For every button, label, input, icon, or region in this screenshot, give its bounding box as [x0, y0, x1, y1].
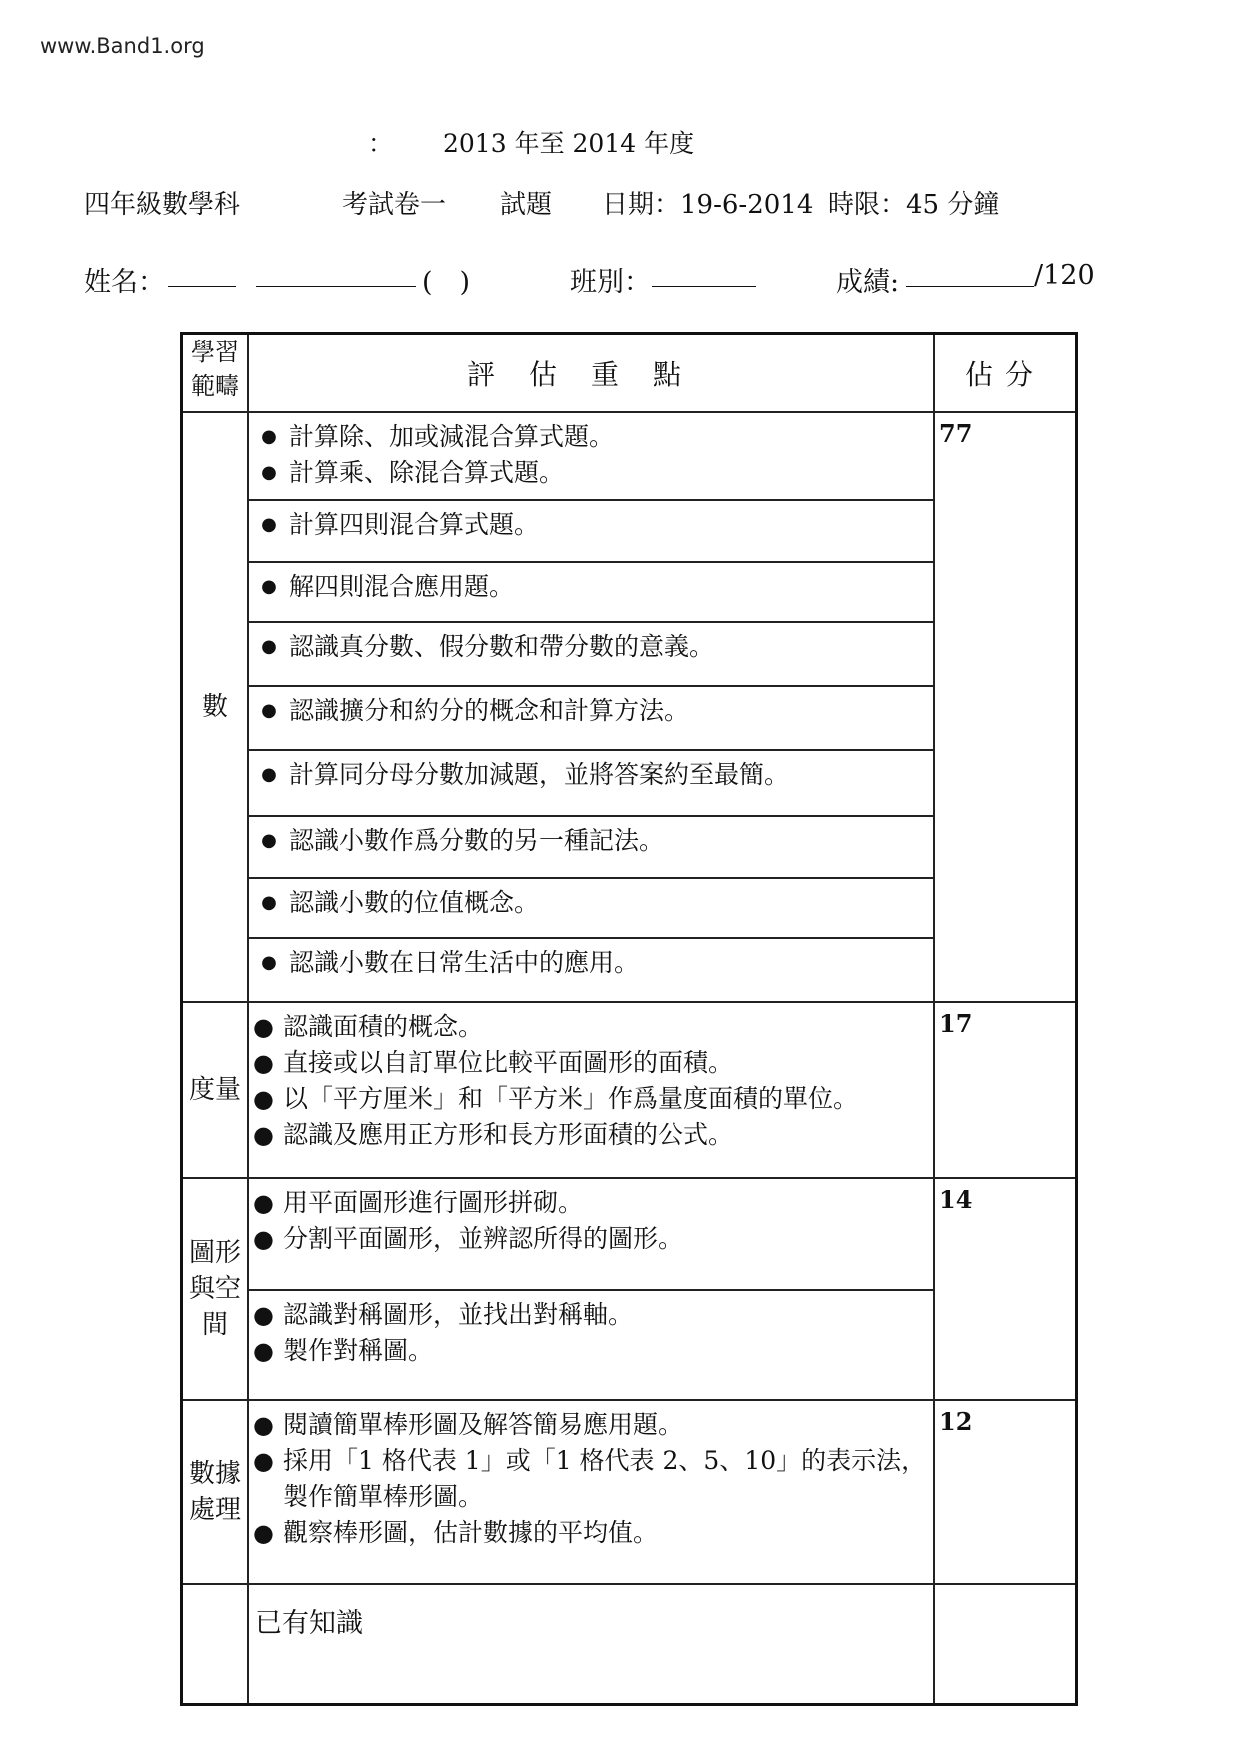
- assessment-point-text: 計算除、加或減混合算式題。: [289, 422, 615, 451]
- assessment-point: [249, 1045, 933, 1081]
- exam-date: 日期：19-6-2014: [602, 190, 814, 220]
- table-row: [182, 412, 1077, 500]
- assessment-point: [249, 757, 933, 793]
- assessment-point-text: 計算乘、除混合算式題。: [289, 458, 565, 487]
- bullet-icon: ●: [253, 1013, 274, 1041]
- assessment-point-text: 分割平面圖形，並辨認所得的圖形。: [283, 1224, 684, 1253]
- score-weight: 77: [934, 412, 1077, 1002]
- bullet-icon: ●: [253, 1337, 274, 1365]
- assessment-point-text: 認識小數在日常生活中的應用。: [289, 948, 640, 977]
- bullet-icon: ●: [261, 830, 277, 851]
- bullet-icon: ●: [261, 700, 277, 721]
- bullet-icon: ●: [261, 636, 277, 657]
- score-weight: 12: [934, 1400, 1077, 1584]
- score-total: /120: [1034, 260, 1095, 291]
- paper-title: 考試卷一: [342, 190, 447, 220]
- score-weight: 17: [934, 1002, 1077, 1178]
- assessment-point: [249, 945, 933, 981]
- subject: 四年級數學科: [84, 190, 241, 220]
- header-colon: ：: [368, 129, 394, 158]
- assessment-point: [249, 1297, 933, 1333]
- bullet-icon: ●: [253, 1447, 274, 1475]
- assessment-point-text: 認識對稱圖形，並找出對稱軸。: [283, 1300, 634, 1329]
- paper-kind: 試題: [500, 190, 553, 220]
- assessment-point-cell: [248, 500, 934, 562]
- assessment-point-cell: [248, 686, 934, 750]
- table-row: [182, 1400, 1077, 1584]
- bullet-icon: ●: [261, 764, 277, 785]
- assessment-point: [249, 419, 933, 455]
- assessment-point: [249, 1081, 933, 1117]
- prior-knowledge: 已有知識: [248, 1584, 934, 1705]
- assessment-point-text: 認識小數作爲分數的另一種記法。: [289, 826, 665, 855]
- empty-area-cell: [182, 1584, 249, 1705]
- bullet-icon: ●: [253, 1519, 274, 1547]
- assessment-point-cell: [248, 622, 934, 686]
- assessment-point-cell: [248, 816, 934, 878]
- learning-area: 圖形與空間: [182, 1178, 249, 1400]
- bullet-icon: ●: [253, 1121, 274, 1149]
- score-label: 成績:: [836, 267, 900, 298]
- table-header-row: [182, 334, 1077, 413]
- assessment-point-text: 認識及應用正方形和長方形面積的公式。: [283, 1120, 734, 1149]
- assessment-point-cell: [248, 1178, 934, 1290]
- assessment-point-text: 用平面圖形進行圖形拼砌。: [283, 1188, 584, 1217]
- assessment-point: [249, 507, 933, 543]
- bullet-icon: ●: [253, 1189, 274, 1217]
- assessment-point-text: 計算四則混合算式題。: [289, 510, 540, 539]
- assessment-point-cell: [248, 1290, 934, 1400]
- score-weight: 14: [934, 1178, 1077, 1400]
- assessment-point: [249, 1443, 933, 1515]
- assessment-point: [249, 1515, 933, 1551]
- assessment-point-cell: [248, 1002, 934, 1178]
- header-assessment-points: 評估重點: [248, 334, 934, 413]
- assessment-point: [249, 1009, 933, 1045]
- assessment-point: [249, 1117, 933, 1153]
- assessment-point-text: 製作對稱圖。: [283, 1336, 434, 1365]
- bullet-icon: ●: [261, 576, 277, 597]
- bullet-icon: ●: [253, 1301, 274, 1329]
- bullet-icon: ●: [253, 1411, 274, 1439]
- assessment-point-text: 採用「1 格代表 1」或「1 格代表 2、5、10」的表示法，製作簡單棒形圖。: [283, 1446, 927, 1511]
- header-learning-area: 學習範疇: [182, 334, 249, 413]
- assessment-point: [249, 455, 933, 491]
- header-score-weight: 佔分: [934, 334, 1077, 413]
- assessment-point-text: 認識真分數、假分數和帶分數的意義。: [289, 632, 715, 661]
- assessment-point: [249, 823, 933, 859]
- assessment-point-text: 計算同分母分數加減題，並將答案約至最簡。: [289, 760, 790, 789]
- assessment-point-cell: [248, 562, 934, 622]
- assessment-point: [249, 885, 933, 921]
- bullet-icon: ●: [261, 462, 277, 483]
- assessment-point: [249, 1185, 933, 1221]
- assessment-point-cell: [248, 750, 934, 816]
- table-row: [182, 1178, 1077, 1290]
- bullet-icon: ●: [261, 892, 277, 913]
- table-row: [182, 1002, 1077, 1178]
- bullet-icon: ●: [261, 514, 277, 535]
- assessment-point-cell: [248, 878, 934, 938]
- bullet-icon: ●: [253, 1225, 274, 1253]
- learning-area: 數: [182, 412, 249, 1002]
- table-row-known: [182, 1584, 1077, 1705]
- assessment-point: [249, 569, 933, 605]
- school-year: 2013 年至 2014 年度: [443, 129, 695, 158]
- name-label: 姓名：: [84, 267, 165, 298]
- bullet-icon: ●: [253, 1085, 274, 1113]
- assessment-point: [249, 1333, 933, 1369]
- learning-area: 度量: [182, 1002, 249, 1178]
- assessment-point-text: 閱讀簡單棒形圖及解答簡易應用題。: [283, 1410, 684, 1439]
- assessment-point-text: 以「平方厘米」和「平方米」作爲量度面積的單位。: [283, 1084, 859, 1113]
- assessment-point: [249, 629, 933, 665]
- bullet-icon: ●: [261, 952, 277, 973]
- site-watermark: www.Band1.org: [40, 34, 205, 58]
- assessment-point-text: 觀察棒形圖，估計數據的平均值。: [283, 1518, 659, 1547]
- assessment-table: [180, 332, 1078, 1706]
- assessment-point: [249, 693, 933, 729]
- assessment-point-text: 認識面積的概念。: [283, 1012, 484, 1041]
- time-limit: 時限：45 分鐘: [828, 190, 1000, 220]
- assessment-point: [249, 1221, 933, 1257]
- assessment-point-text: 認識小數的位值概念。: [289, 888, 540, 917]
- empty-score-cell: [934, 1584, 1077, 1705]
- class-label: 班別：: [570, 267, 651, 298]
- assessment-point-text: 解四則混合應用題。: [289, 572, 515, 601]
- assessment-point-cell: [248, 938, 934, 1002]
- assessment-point-cell: [248, 1400, 934, 1584]
- assessment-point-text: 直接或以自訂單位比較平面圖形的面積。: [283, 1048, 734, 1077]
- bullet-icon: ●: [261, 426, 277, 447]
- learning-area: 數據處理: [182, 1400, 249, 1584]
- assessment-point-text: 認識擴分和約分的概念和計算方法。: [289, 696, 690, 725]
- bullet-icon: ●: [253, 1049, 274, 1077]
- assessment-point-cell: [248, 412, 934, 500]
- class-number-paren: ( ): [422, 267, 471, 298]
- assessment-point: [249, 1407, 933, 1443]
